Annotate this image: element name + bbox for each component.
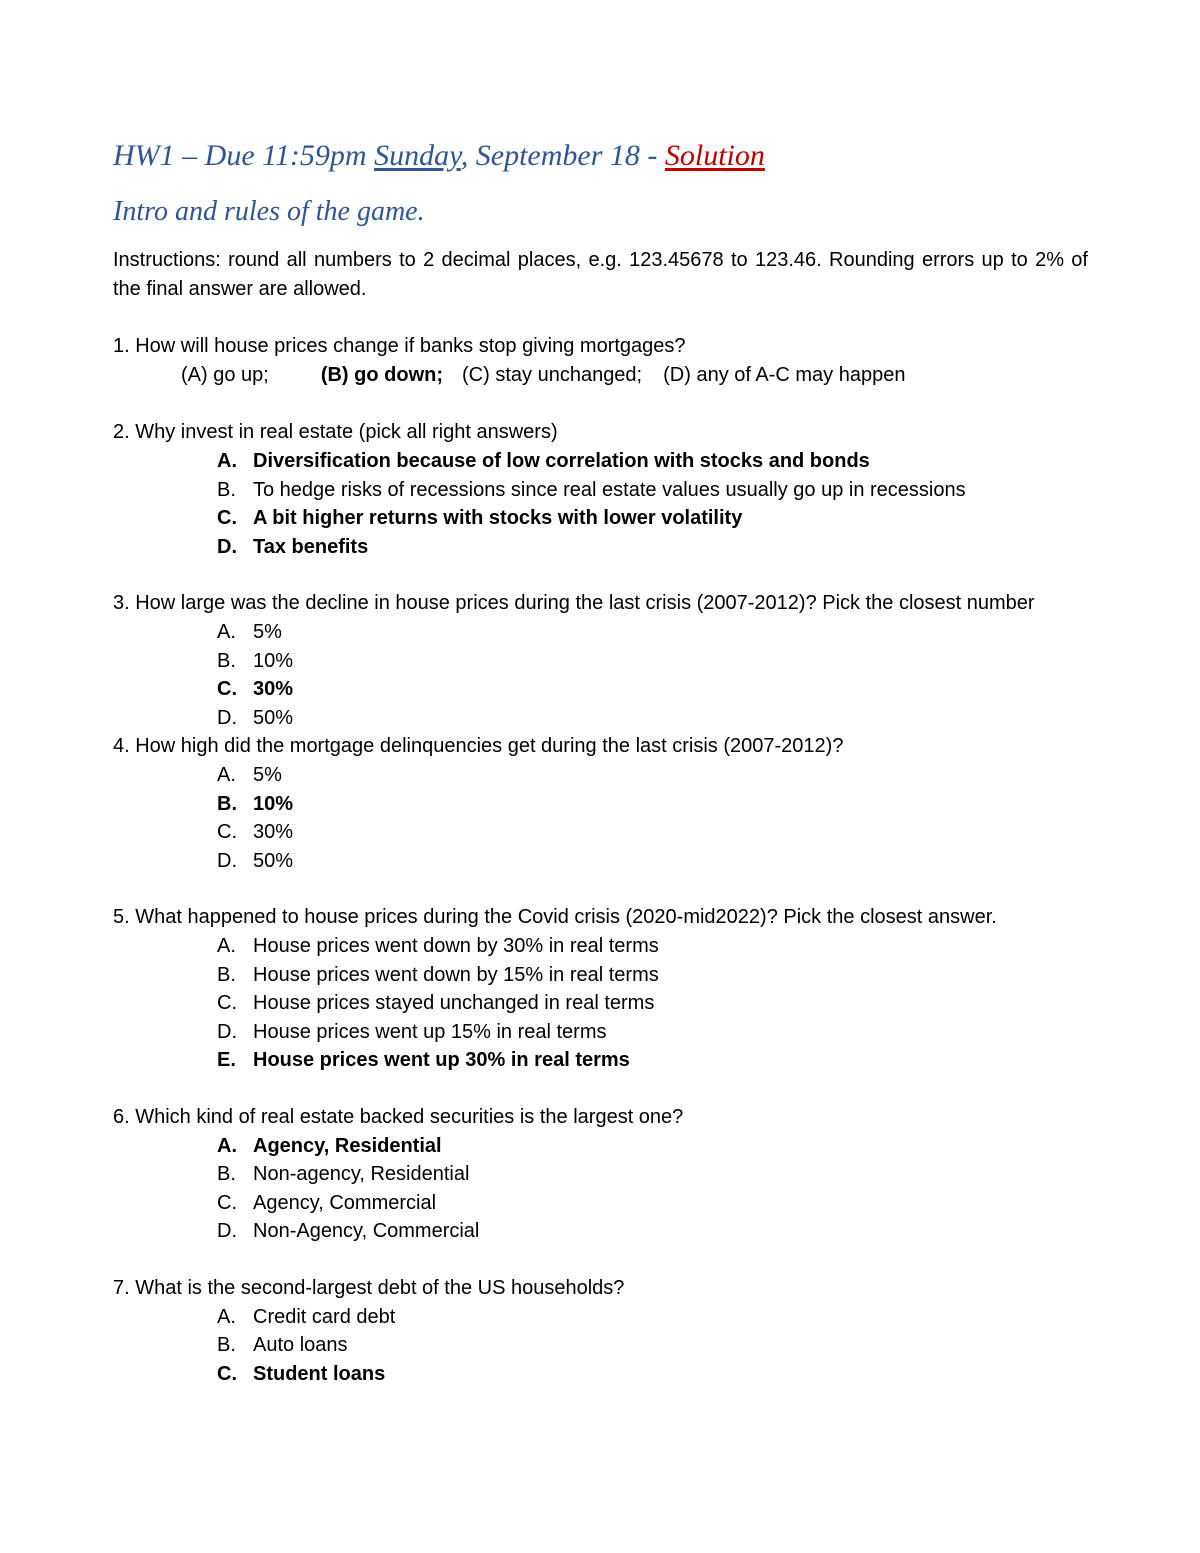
q4-option-d: D. 50%	[217, 849, 294, 872]
page-subtitle: Intro and rules of the game.	[113, 196, 425, 227]
title-day: Sunday	[374, 139, 461, 172]
q1-option-c: (C) stay unchanged;	[462, 364, 643, 386]
instructions-text: Instructions: round all numbers to 2 decimal places, e.g. 123.45678 to 123.46. Rounding errors up to 2% of the final answer are allowed.	[113, 249, 1088, 300]
document-page	[113, 134, 1088, 1388]
question-6: 6. Which kind of real estate backed securities is the largest one?	[113, 1105, 684, 1128]
q5-option-b: B. House prices went down by 15% in real terms	[217, 963, 659, 986]
q7-option-c: C. Student loans	[217, 1362, 386, 1385]
title-solution: Solution	[664, 139, 765, 172]
q5-option-e: E. House prices went up 30% in real terms	[217, 1049, 630, 1071]
q2-option-d: D. Tax benefits	[217, 535, 369, 558]
q6-option-c: C. Agency, Commercial	[217, 1191, 437, 1214]
q6-option-b: B. Non-agency, Residential	[217, 1163, 470, 1185]
q6-option-d: D. Non-Agency, Commercial	[217, 1220, 480, 1242]
page-title	[113, 134, 1088, 178]
q3-option-d: D. 50%	[217, 706, 294, 729]
q7-option-b: B. Auto loans	[217, 1334, 348, 1356]
question-1-options	[113, 361, 1088, 390]
question-3: 3. How large was the decline in house prices during the last crisis (2007-2012)? Pick the closest number	[113, 592, 1035, 614]
q3-option-a: A. 5%	[217, 621, 282, 643]
question-7: 7. What is the second-largest debt of the US households?	[113, 1276, 625, 1299]
title-date: , September 18 -	[460, 139, 665, 172]
question-4: 4. How high did the mortgage delinquencies get during the last crisis (2007-2012)?	[113, 735, 844, 757]
question-5: 5. What happened to house prices during the Covid crisis (2020-mid2022)? Pick the closest answer.	[113, 906, 997, 928]
q5-option-a: A. House prices went down by 30% in real terms	[217, 935, 659, 957]
q7-option-a: A. Credit card debt	[217, 1305, 396, 1328]
question-2: 2. Why invest in real estate (pick all right answers)	[113, 421, 558, 443]
q5-option-c: C. House prices stayed unchanged in real terms	[217, 992, 655, 1014]
q1-option-a: (A) go up;	[181, 364, 269, 386]
q4-option-c: C. 30%	[217, 821, 294, 843]
q2-option-b: B. To hedge risks of recessions since real estate values usually go up in recessions	[217, 478, 966, 501]
q3-option-c: C. 30%	[217, 678, 294, 700]
q4-option-b: B. 10%	[217, 792, 294, 815]
title-prefix: HW1 – Due 11:59pm	[113, 139, 375, 172]
q2-option-c: C. A bit higher returns with stocks with lower volatility	[217, 507, 743, 529]
q4-option-a: A. 5%	[217, 764, 282, 786]
q6-option-a: A. Agency, Residential	[217, 1134, 442, 1157]
q1-option-d: (D) any of A-C may happen	[663, 364, 906, 386]
q3-option-b: B. 10%	[217, 649, 294, 672]
question-1: 1. How will house prices change if banks stop giving mortgages?	[113, 335, 686, 357]
q1-option-b: (B) go down;	[320, 364, 444, 386]
q2-option-a: A. Diversification because of low correlation with stocks and bonds	[217, 450, 870, 472]
q5-option-d: D. House prices went up 15% in real terms	[217, 1020, 607, 1043]
